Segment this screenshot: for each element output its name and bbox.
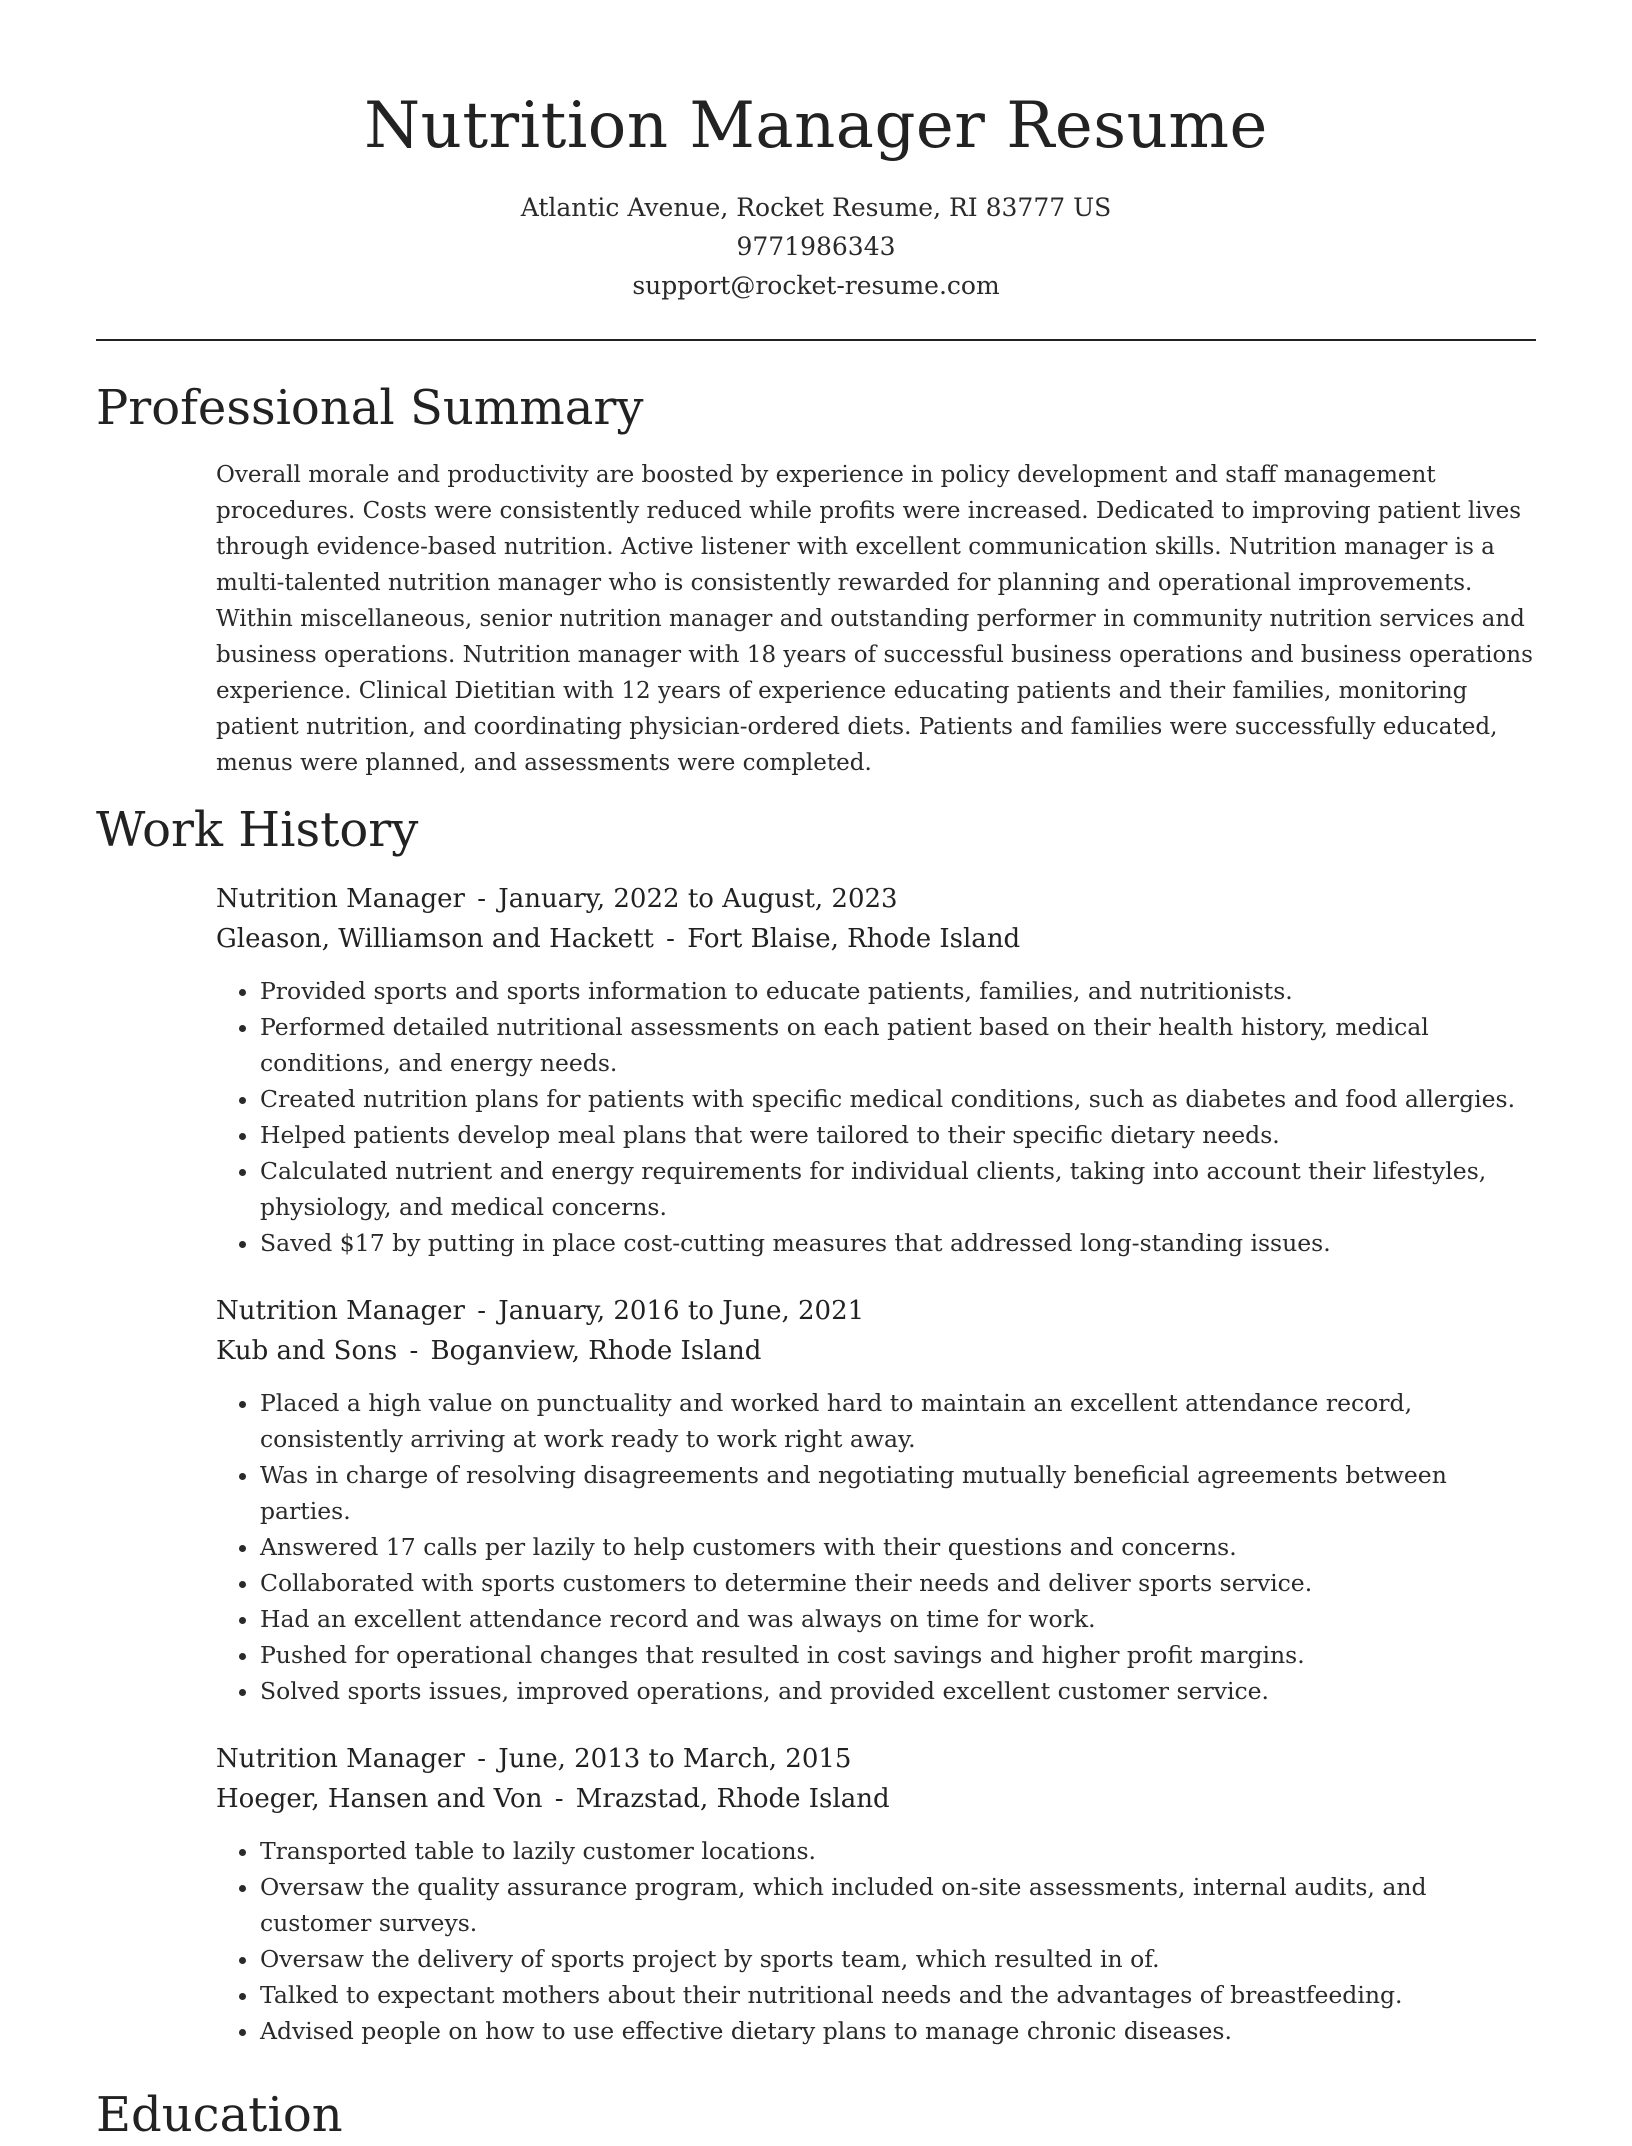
list-item: • Calculated nutrient and energy requirements for individual clients, taking into account their lifestyles, physiology, and medical concerns. [260,1153,1536,1225]
job-company: Gleason, Williamson and Hackett [216,924,654,954]
summary-section [96,377,1536,781]
job-title: Nutrition Manager [216,884,465,914]
list-item: • Pushed for operational changes that resulted in cost savings and higher profit margins. [260,1637,1536,1673]
job-entry [216,1739,1536,2049]
list-item: • Provided sports and sports information to educate patients, families, and nutritionists. [260,973,1536,1009]
work-history-section [96,799,1536,2049]
job-dates: January, 2022 to August, 2023 [498,884,898,914]
header-divider [96,339,1536,341]
separator: - [657,924,684,954]
job-bullets [216,1385,1536,1709]
job-list [216,879,1536,2049]
job-title: Nutrition Manager [216,1744,465,1774]
list-item: • Created nutrition plans for patients with specific medical conditions, such as diabetes and food allergies. [260,1081,1536,1117]
job-company: Hoeger, Hansen and Von [216,1784,543,1814]
job-title: Nutrition Manager [216,1296,465,1326]
work-history-heading: Work History [96,802,419,858]
job-location: Boganview, Rhode Island [430,1336,762,1366]
job-dates: January, 2016 to June, 2021 [498,1296,865,1326]
job-title-line [216,879,1536,919]
separator: - [468,1296,495,1326]
list-item: • Saved $17 by putting in place cost-cutting measures that addressed long-standing issues. [260,1225,1536,1261]
list-item: • Collaborated with sports customers to determine their needs and deliver sports service. [260,1565,1536,1601]
summary-text: Overall morale and productivity are boosted by experience in policy development and staff management procedures. Costs were consistently reduced while profits were increased. Dedicated to improving patient lives through evidence-based nutrition. Active listener with excellent communication skills. Nutrition manager is a multi-talented nutrition manager who is consistently rewarded for planning and operational improvements. Within miscellaneous, senior nutrition manager and outstanding performer in community nutrition services and business operations. Nutrition manager with 18 years of successful business operations and business operations experience. Clinical Dietitian with 12 years of experience educating patients and their families, monitoring patient nutrition, and coordinating physician-ordered diets. Patients and families were successfully educated, menus were planned, and assessments were completed. [216,462,1533,776]
separator: - [468,884,495,914]
list-item: • Solved sports issues, improved operations, and provided excellent customer service. [260,1673,1536,1709]
separator: - [401,1336,427,1366]
list-item: • Performed detailed nutritional assessments on each patient based on their health history, medical conditions, and energy needs. [260,1009,1536,1081]
job-dates: June, 2013 to March, 2015 [498,1744,852,1774]
job-title-line [216,1291,1536,1331]
separator: - [468,1744,495,1774]
list-item: • Talked to expectant mothers about their nutritional needs and the advantages of breastfeeding. [260,1977,1536,2013]
contact-block [96,188,1536,305]
list-item: • Helped patients develop meal plans that were tailored to their specific dietary needs. [260,1117,1536,1153]
job-entry [216,879,1536,1261]
list-item: • Placed a high value on punctuality and worked hard to maintain an excellent attendance record, consistently arriving at work ready to work right away. [260,1385,1536,1457]
job-title-line [216,1739,1536,1779]
list-item: • Was in charge of resolving disagreements and negotiating mutually beneficial agreements between parties. [260,1457,1536,1529]
contact-phone: 9771986343 [736,232,896,261]
contact-email: support@rocket-resume.com [632,271,1000,300]
job-entry [216,1291,1536,1709]
list-item: • Answered 17 calls per lazily to help customers with their questions and concerns. [260,1529,1536,1565]
page-title: Nutrition Manager Resume [364,89,1268,163]
job-bullets [216,973,1536,1261]
job-bullets [216,1833,1536,2049]
job-location: Mrazstad, Rhode Island [575,1784,890,1814]
job-company-line [216,919,1536,959]
contact-address: Atlantic Avenue, Rocket Resume, RI 83777 US [520,193,1112,222]
list-item: • Oversaw the delivery of sports project by sports team, which resulted in of. [260,1941,1536,1977]
separator: - [546,1784,572,1814]
list-item: • Transported table to lazily customer locations. [260,1833,1536,1869]
job-company-line [216,1331,1536,1371]
list-item: • Had an excellent attendance record and was always on time for work. [260,1601,1536,1637]
resume-header [96,0,1536,305]
education-heading: Education [96,2087,343,2143]
job-company-line [216,1779,1536,1819]
job-location: Fort Blaise, Rhode Island [687,924,1021,954]
list-item: • Oversaw the quality assurance program, which included on-site assessments, internal audits, and customer surveys. [260,1869,1536,1941]
job-company: Kub and Sons [216,1336,398,1366]
list-item: • Advised people on how to use effective dietary plans to manage chronic diseases. [260,2013,1536,2049]
summary-heading: Professional Summary [96,380,644,436]
